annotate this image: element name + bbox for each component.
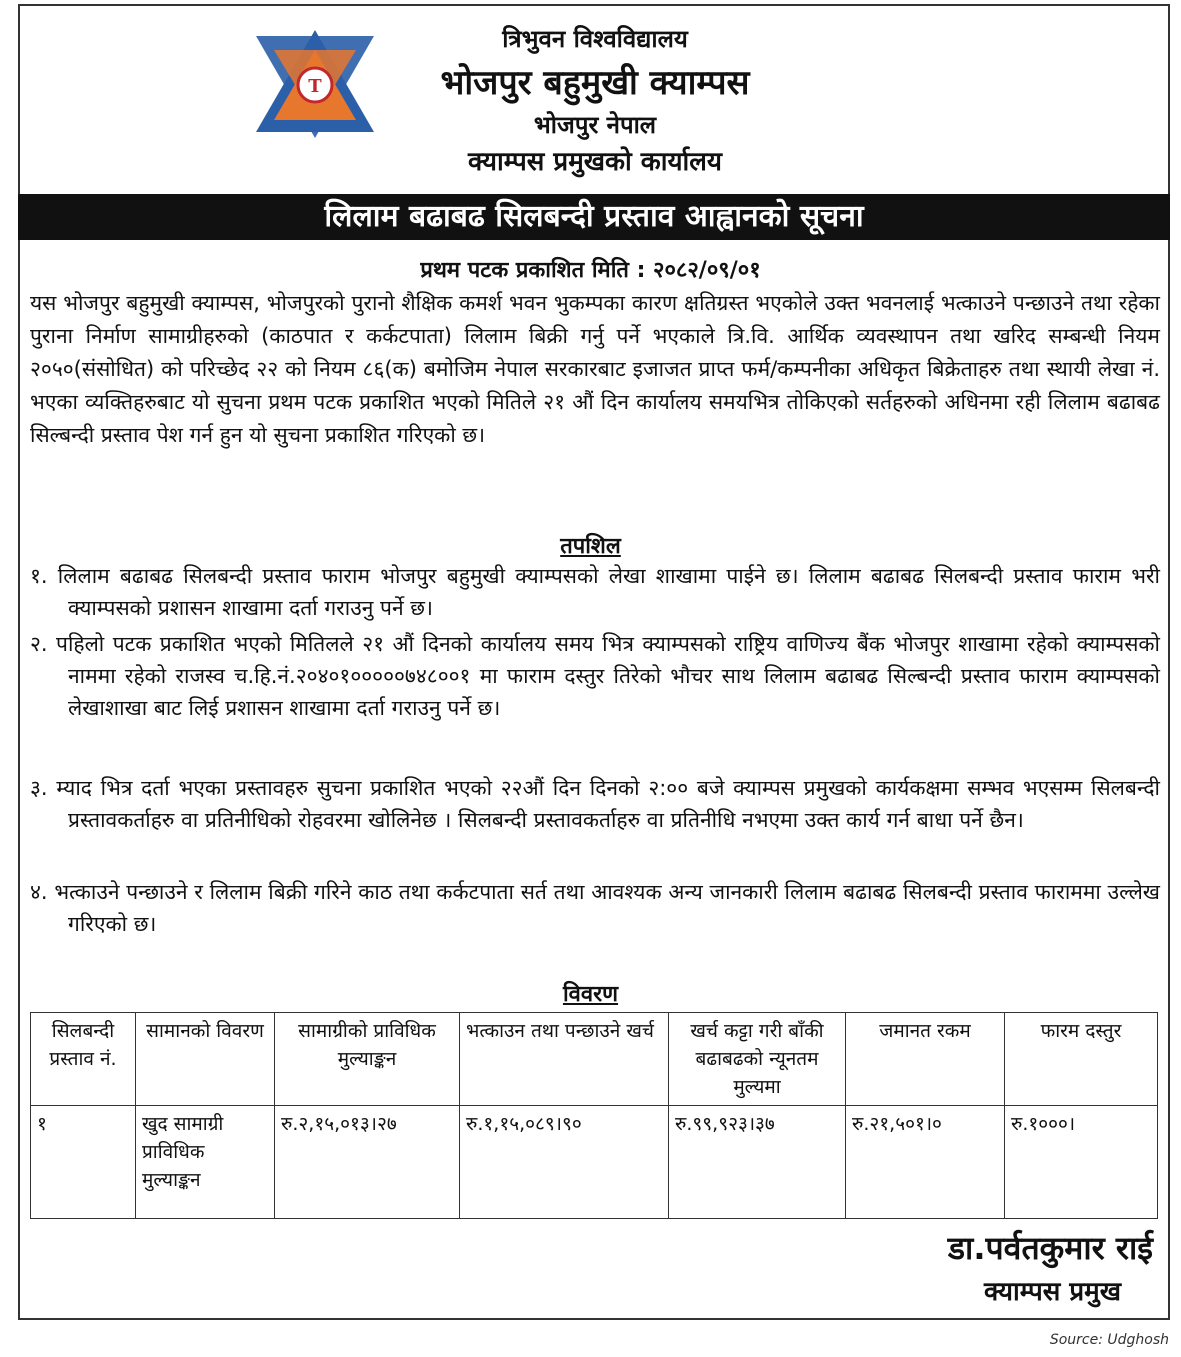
university-logo xyxy=(252,28,378,140)
cell-technical-valuation: रु.२,१५,०१३।२७ xyxy=(275,1106,460,1219)
col-header: सामाग्रीको प्राविधिक मुल्याङ्कन xyxy=(275,1013,460,1106)
detail-item-4: ४. भत्काउने पन्छाउने र लिलाम बिक्री गरिने काठ तथा कर्कटपाता सर्त तथा आवश्यक अन्य जानकारी लिलाम बढाबढ सिलबन्दी प्रस्ताव फाराममा उल्लेख गरिएको छ। xyxy=(30,880,1160,936)
cell-description: खुद सामाग्री प्राविधिक मुल्याङ्कन xyxy=(136,1106,275,1219)
col-header: भत्काउन तथा पन्छाउने खर्च xyxy=(460,1013,669,1106)
detail-item-1: १. लिलाम बढाबढ सिलबन्दी प्रस्ताव फाराम भोजपुर बहुमुखी क्याम्पसको लेखा शाखामा पाईने छ। लिलाम बढाबढ सिलबन्दी प्रस्ताव फाराम भरी क्याम्पसको प्रशासन शाखामा दर्ता गराउनु पर्ने छ। xyxy=(30,564,1160,620)
svg-text:T: T xyxy=(308,76,322,97)
table-header-row xyxy=(31,1013,1158,1106)
cell-minimum-value: रु.९९,९२३।३७ xyxy=(669,1106,846,1219)
col-header: सामानको विवरण xyxy=(136,1013,275,1106)
col-header: फारम दस्तुर xyxy=(1005,1013,1158,1106)
table-row xyxy=(31,1106,1158,1219)
publish-date: प्रथम पटक प्रकाशित मिति : २०८२/०९/०१ xyxy=(420,258,761,283)
detail-item-2: २. पहिलो पटक प्रकाशित भएको मितिलले २१ औं दिनको कार्यालय समय भित्र क्याम्पसको राष्ट्रिय वाणिज्य बैंक भोजपुर शाखामा रहेको क्याम्पसको नाममा रहेको राजस्व च.हि.नं.२०४०१०००००७४८००१ मा फाराम दस्तुर तिरेको भौचर साथ लिलाम बढाबढ सिल्बन्दी प्रस्ताव फाराम क्याम्पसको लेखाशाखा बाट लिई प्रशासन शाखामा दर्ता गराउनु पर्ने छ। xyxy=(30,632,1160,720)
office-name: क्याम्पस प्रमुखको कार्यालय xyxy=(467,147,722,177)
signatory-name: डा.पर्वतकुमार राई xyxy=(947,1229,1153,1267)
table-heading: विवरण xyxy=(562,982,619,1007)
source-credit: Source: Udghosh xyxy=(1049,1332,1169,1348)
cell-proposal-no: १ xyxy=(31,1106,136,1219)
signatory-designation: क्याम्पस प्रमुख xyxy=(983,1277,1121,1307)
cell-form-fee: रु.१०००। xyxy=(1005,1106,1158,1219)
col-header: जमानत रकम xyxy=(846,1013,1005,1106)
notice-title: लिलाम बढाबढ सिलबन्दी प्रस्ताव आह्वानको सूचना xyxy=(18,194,1170,240)
detail-item-3: ३. म्याद भित्र दर्ता भएका प्रस्तावहरु सुचना प्रकाशित भएको २२औं दिन दिनको २:०० बजे क्याम्पस प्रमुखको कार्यकक्षमा सम्भव भएसम्म सिलबन्दी प्रस्तावकर्ताहरु वा प्रतिनीधिको रोहवरमा खोलिनेछ । सिलबन्दी प्रस्तावकर्ताहरु वा प्रतिनीधि नभएमा उक्त कार्य गर्न बाधा पर्ने छैन। xyxy=(30,776,1160,832)
campus-name: भोजपुर बहुमुखी क्याम्पस xyxy=(440,63,750,103)
intro-paragraph: यस भोजपुर बहुमुखी क्याम्पस, भोजपुरको पुरानो शैक्षिक कमर्श भवन भुकम्पका कारण क्षतिग्रस्त भएकोले उक्त भवनलाई भत्काउने पन्छाउने तथा रहेका पुराना निर्माण सामाग्रीहरुको (काठपात र कर्कटपाता) लिलाम बिक्री गर्नु पर्ने भएकाले त्रि.वि. आर्थिक व्यवस्थापन तथा खरिद सम्बन्धी नियम २०५०(संसोधित) को परिच्छेद २२ को नियम ८६(क) बमोजिम नेपाल सरकारबाट इजाजत प्राप्त फर्म/कम्पनीका अधिकृत बिक्रेताहरु तथा स्थायी लेखा नं. भएका व्यक्तिहरुबाट यो सुचना प्रथम पटक प्रकाशित भएको मितिले २१ औं दिन कार्यालय समयभित्र तोकिएको सर्तहरुको अधिनमा रही लिलाम बढाबढ सिल्बन्दी प्रस्ताव पेश गर्न हुन यो सुचना प्रकाशित गरिएको छ। xyxy=(30,291,1160,447)
col-header: सिलबन्दी प्रस्ताव नं. xyxy=(31,1013,136,1106)
details-heading: तपशिल xyxy=(560,534,621,559)
auction-table xyxy=(30,1012,1158,1219)
cell-deposit: रु.२१,५०१।० xyxy=(846,1106,1005,1219)
university-name: त्रिभुवन विश्वविद्यालय xyxy=(502,25,688,53)
cell-demolition-cost: रु.१,१५,०८९।९० xyxy=(460,1106,669,1219)
col-header: खर्च कट्टा गरी बाँकी बढाबढको न्यूनतम मुल्यमा xyxy=(669,1013,846,1106)
campus-location: भोजपुर नेपाल xyxy=(533,111,657,139)
